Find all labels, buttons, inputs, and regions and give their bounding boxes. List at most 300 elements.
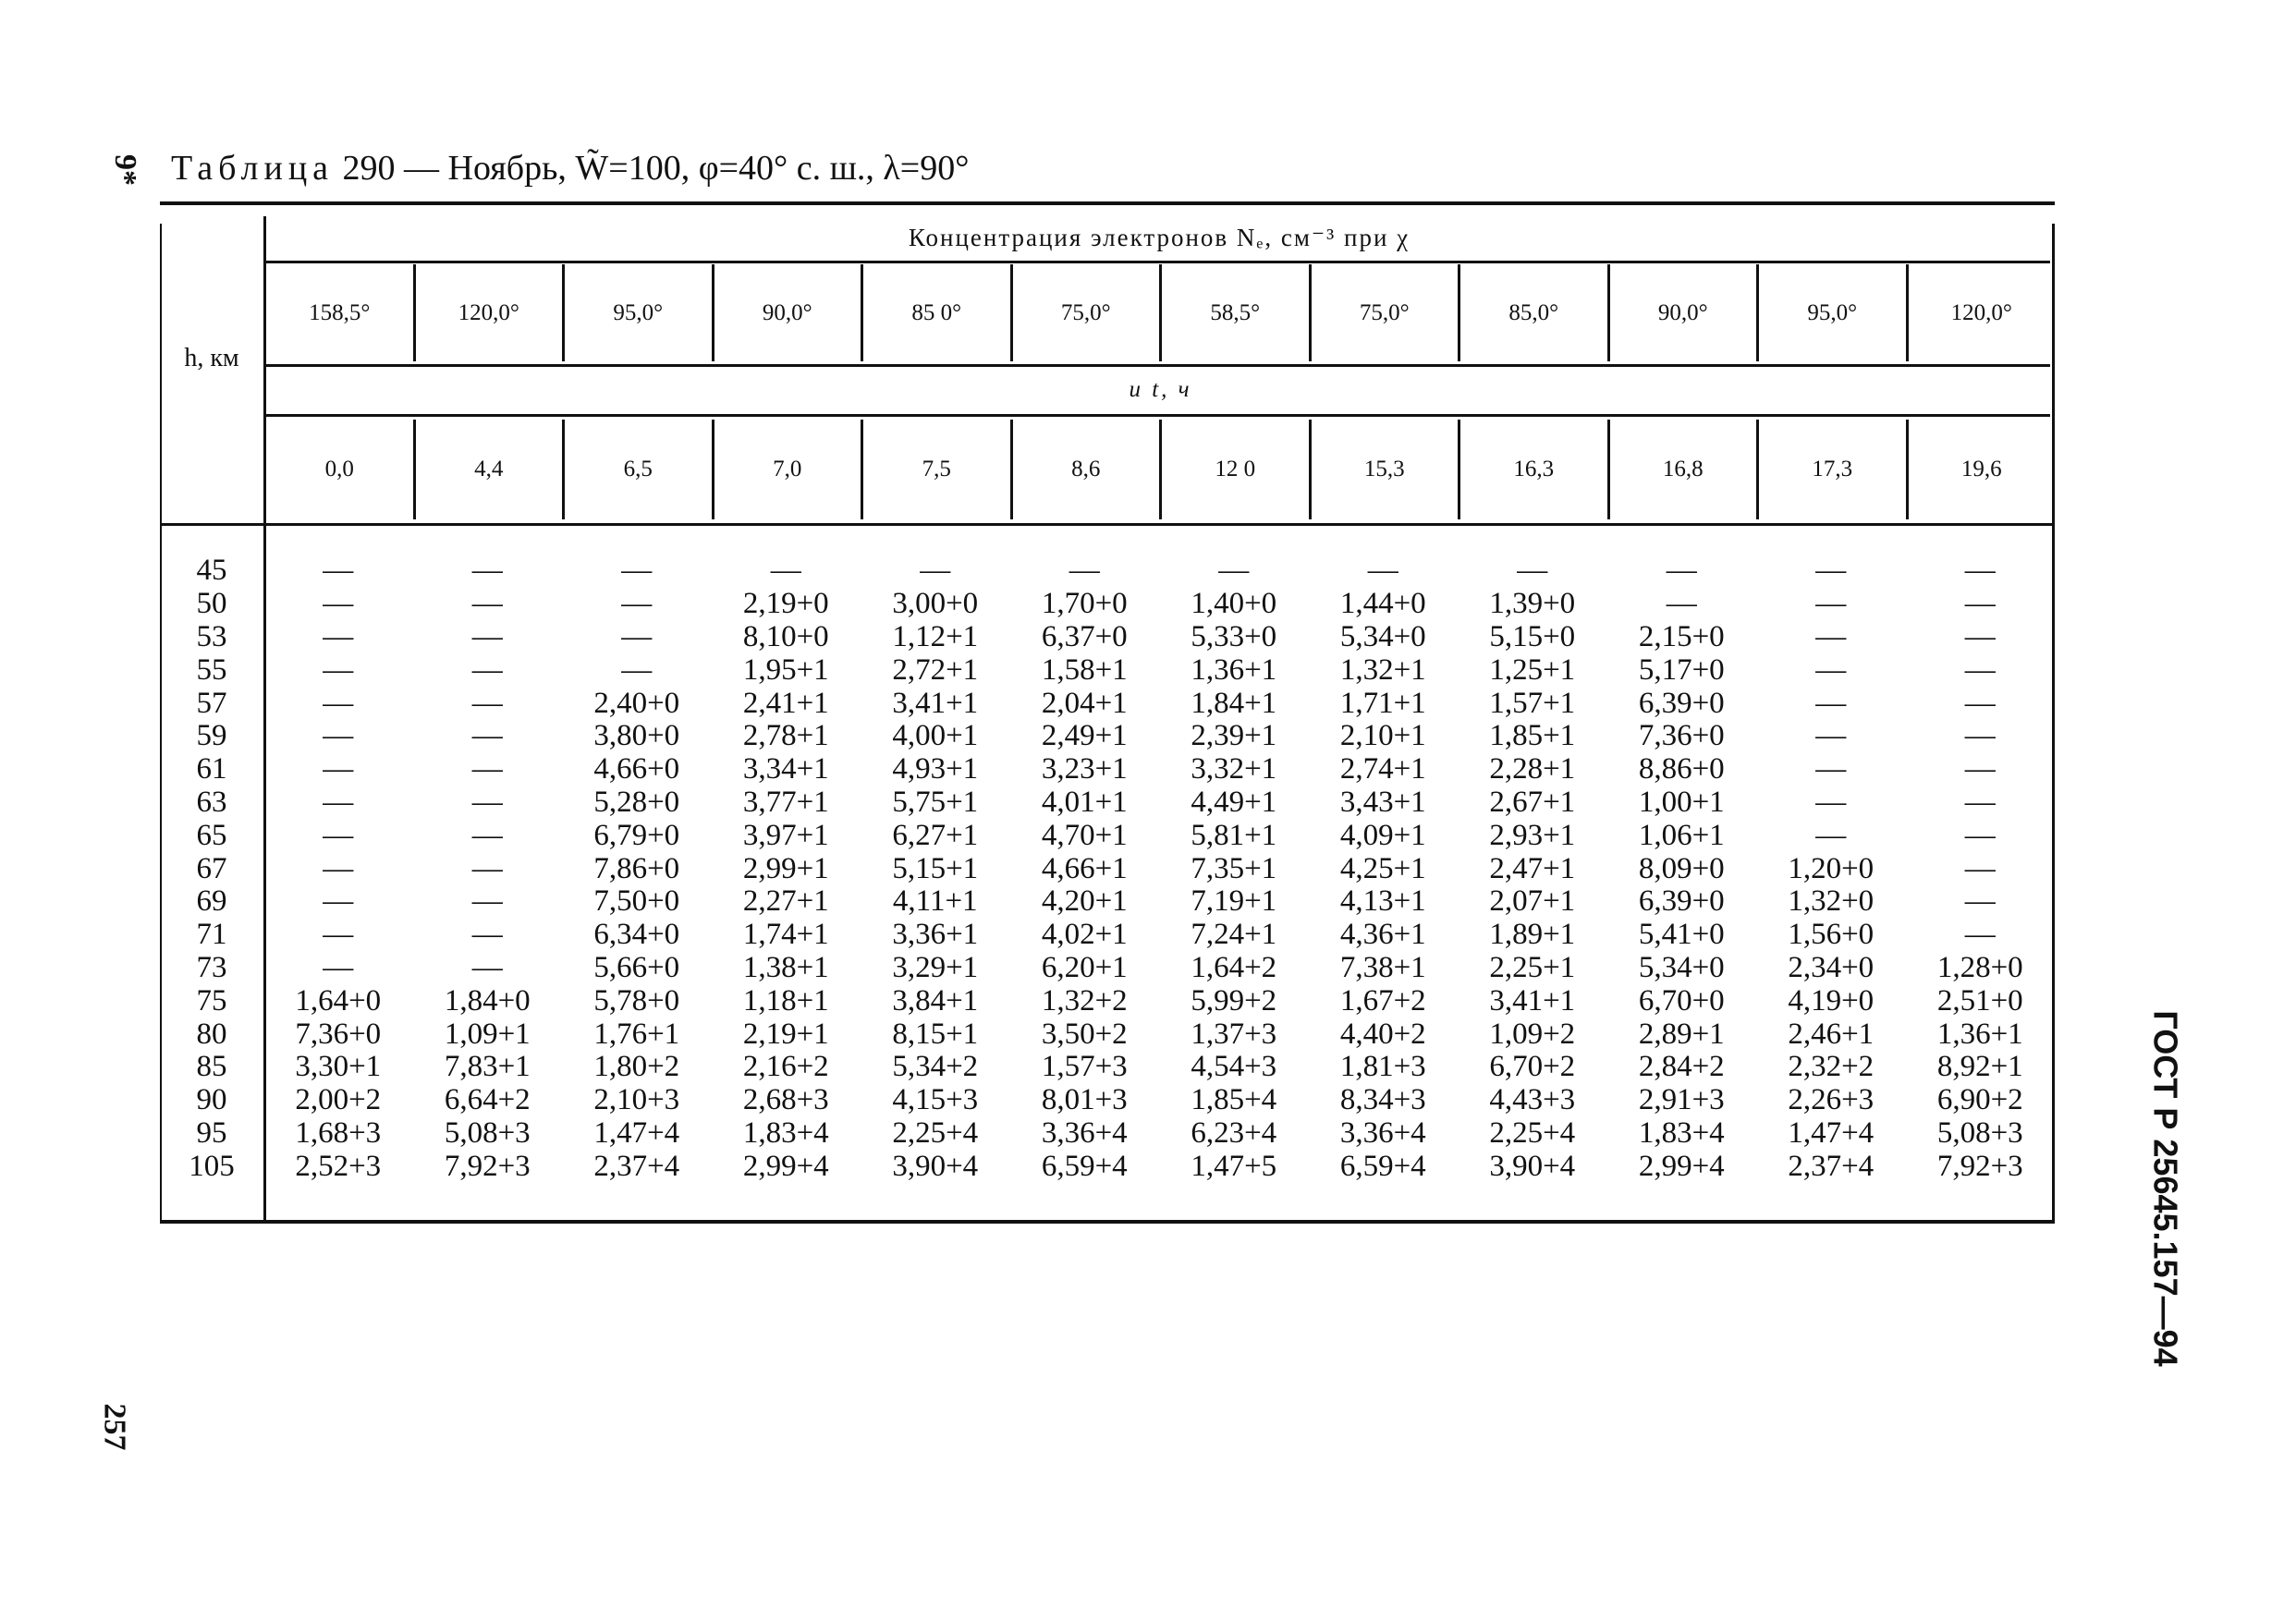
value-cell: 5,08+3 <box>444 1115 531 1150</box>
value-cell: — <box>471 918 503 952</box>
value-cell: 1,80+2 <box>593 1050 680 1084</box>
document-code: ГОСТ Р 25645.157—94 <box>2146 1010 2185 1367</box>
value-cell: 2,00+2 <box>295 1083 382 1117</box>
value-cell: 2,07+1 <box>1489 884 1576 919</box>
value-cell: 1,36+1 <box>1936 1017 2023 1051</box>
value-cell: — <box>1367 554 1398 588</box>
value-cell: 8,34+3 <box>1339 1083 1426 1117</box>
value-cell: 2,25+4 <box>1489 1115 1576 1150</box>
value-cell: 1,36+1 <box>1191 652 1277 687</box>
value-cell: 4,70+1 <box>1041 818 1128 852</box>
value-cell: 2,99+4 <box>742 1149 829 1183</box>
value-cell: 3,23+1 <box>1041 752 1128 786</box>
value-cell: — <box>1218 554 1250 588</box>
value-cell: 6,90+2 <box>1936 1083 2023 1117</box>
value-cell: — <box>621 554 653 588</box>
value-cell: 1,39+0 <box>1489 587 1576 621</box>
time-header-cell: 15,3 <box>1309 420 1459 519</box>
value-cell: — <box>621 587 653 621</box>
value-cell: 2,10+3 <box>593 1083 680 1117</box>
value-cell: 2,27+1 <box>742 884 829 919</box>
value-cell: — <box>1666 587 1697 621</box>
value-cell: 4,93+1 <box>892 752 979 786</box>
value-cell: 2,26+3 <box>1788 1083 1875 1117</box>
value-cell: — <box>1964 554 1996 588</box>
value-cell: 2,93+1 <box>1489 818 1576 852</box>
value-cell: — <box>323 818 354 852</box>
value-cell: 4,09+1 <box>1339 818 1426 852</box>
chi-header-row <box>266 264 2055 361</box>
value-cell: — <box>471 752 503 786</box>
value-cell: 1,09+2 <box>1489 1017 1576 1051</box>
chi-header-cell: 85,0° <box>1458 264 1607 361</box>
value-cell: 4,15+3 <box>892 1083 979 1117</box>
height-cell: 90 <box>196 1083 227 1117</box>
value-cell: — <box>471 686 503 720</box>
value-cell: 4,49+1 <box>1191 785 1277 819</box>
value-cell: 1,09+1 <box>444 1017 531 1051</box>
value-cell: — <box>471 652 503 687</box>
value-cell: — <box>471 851 503 885</box>
value-cell: 3,41+1 <box>892 686 979 720</box>
time-header-cell: 7,0 <box>712 420 861 519</box>
value-cell: 1,67+2 <box>1339 983 1426 1018</box>
value-cell: 5,28+0 <box>593 785 680 819</box>
table-row <box>160 1051 2055 1084</box>
value-cell: 7,36+0 <box>295 1017 382 1051</box>
caption-text: 290 — Ноябрь, W̃=100, φ=40° с. ш., λ=90° <box>342 149 970 188</box>
table-row <box>160 720 2055 753</box>
value-cell: 3,80+0 <box>593 719 680 753</box>
value-cell: 4,02+1 <box>1041 918 1128 952</box>
value-cell: 1,18+1 <box>742 983 829 1018</box>
value-cell: — <box>323 785 354 819</box>
value-cell: 1,85+4 <box>1191 1083 1277 1117</box>
value-cell: 3,30+1 <box>295 1050 382 1084</box>
value-cell: 5,34+2 <box>892 1050 979 1084</box>
value-cell: — <box>323 652 354 687</box>
table-row <box>160 819 2055 852</box>
value-cell: 6,37+0 <box>1041 620 1128 653</box>
value-cell: 2,37+4 <box>593 1149 680 1183</box>
height-cell: 73 <box>196 950 227 984</box>
value-cell: 1,47+4 <box>593 1115 680 1150</box>
value-cell: 7,36+0 <box>1638 719 1725 753</box>
value-cell: 2,68+3 <box>742 1083 829 1117</box>
table-row <box>160 786 2055 820</box>
value-cell: — <box>323 587 354 621</box>
value-cell: 8,15+1 <box>892 1017 979 1051</box>
height-cell: 59 <box>196 719 227 753</box>
value-cell: 1,81+3 <box>1339 1050 1426 1084</box>
height-cell: 105 <box>189 1149 235 1183</box>
value-cell: 6,59+4 <box>1041 1149 1128 1183</box>
value-cell: 2,10+1 <box>1339 719 1426 753</box>
value-cell: 8,92+1 <box>1936 1050 2023 1084</box>
header-bottom-rule <box>160 523 2055 526</box>
value-cell: 1,25+1 <box>1489 652 1576 687</box>
header-concentration: Концентрация электронов Nₑ, см⁻³ при χ <box>908 224 1411 251</box>
table-row <box>160 1117 2055 1151</box>
value-cell: 1,70+0 <box>1041 587 1128 621</box>
value-cell: — <box>1964 818 1996 852</box>
value-cell: 2,16+2 <box>742 1050 829 1084</box>
value-cell: 1,20+0 <box>1788 851 1875 885</box>
value-cell: 3,29+1 <box>892 950 979 984</box>
value-cell: 4,54+3 <box>1191 1050 1277 1084</box>
time-header-cell: 16,3 <box>1458 420 1607 519</box>
time-header-cell: 16,8 <box>1607 420 1757 519</box>
value-cell: 1,58+1 <box>1041 652 1128 687</box>
value-cell: — <box>1964 620 1996 653</box>
table-row <box>160 687 2055 720</box>
value-cell: 2,74+1 <box>1339 752 1426 786</box>
height-cell: 75 <box>196 983 227 1018</box>
height-cell: 65 <box>196 818 227 852</box>
value-cell: — <box>1964 918 1996 952</box>
value-cell: 3,41+1 <box>1489 983 1576 1018</box>
value-cell: — <box>323 719 354 753</box>
value-cell: 2,99+4 <box>1638 1149 1725 1183</box>
chi-header-cell: 90,0° <box>1607 264 1757 361</box>
value-cell: 2,91+3 <box>1638 1083 1725 1117</box>
value-cell: 2,51+0 <box>1936 983 2023 1018</box>
value-cell: 4,11+1 <box>892 884 978 919</box>
value-cell: — <box>920 554 951 588</box>
value-cell: 2,28+1 <box>1489 752 1576 786</box>
chi-header-cell: 120,0° <box>413 264 563 361</box>
value-cell: — <box>471 884 503 919</box>
value-cell: — <box>1964 587 1996 621</box>
height-cell: 85 <box>196 1050 227 1084</box>
value-cell: — <box>471 818 503 852</box>
value-cell: 5,99+2 <box>1191 983 1277 1018</box>
value-cell: — <box>1815 818 1847 852</box>
value-cell: 1,95+1 <box>742 652 829 687</box>
value-cell: 5,66+0 <box>593 950 680 984</box>
value-cell: 3,36+1 <box>892 918 979 952</box>
value-cell: 3,77+1 <box>742 785 829 819</box>
chi-header-cell: 95,0° <box>1756 264 1906 361</box>
value-cell: 1,57+3 <box>1041 1050 1128 1084</box>
value-cell: 1,71+1 <box>1339 686 1426 720</box>
value-cell: 2,67+1 <box>1489 785 1576 819</box>
value-cell: 3,90+4 <box>892 1149 979 1183</box>
time-header-cell: 8,6 <box>1010 420 1160 519</box>
value-cell: 4,36+1 <box>1339 918 1426 952</box>
value-cell: 5,15+1 <box>892 851 979 885</box>
caption-lead: Таблица <box>171 149 335 188</box>
value-cell: 7,86+0 <box>593 851 680 885</box>
value-cell: — <box>1964 884 1996 919</box>
value-cell: 1,44+0 <box>1339 587 1426 621</box>
value-cell: 7,83+1 <box>444 1050 531 1084</box>
value-cell: — <box>471 587 503 621</box>
table-row <box>160 1018 2055 1051</box>
value-cell: 6,59+4 <box>1339 1149 1426 1183</box>
value-cell: 1,85+1 <box>1489 719 1576 753</box>
value-cell: 7,24+1 <box>1191 918 1277 952</box>
value-cell: 2,32+2 <box>1788 1050 1875 1084</box>
value-cell: 3,84+1 <box>892 983 979 1018</box>
table-row <box>160 885 2055 919</box>
height-cell: 45 <box>196 554 227 588</box>
header-height: h, км <box>184 344 239 372</box>
value-cell: — <box>323 851 354 885</box>
value-cell: 2,41+1 <box>742 686 829 720</box>
value-cell: — <box>323 950 354 984</box>
value-cell: 3,34+1 <box>742 752 829 786</box>
height-cell: 69 <box>196 884 227 919</box>
table-row <box>160 1150 2055 1183</box>
height-cell: 61 <box>196 752 227 786</box>
value-cell: 8,01+3 <box>1041 1083 1128 1117</box>
value-cell: 1,64+0 <box>295 983 382 1018</box>
header-rule <box>266 364 2050 367</box>
value-cell: 5,81+1 <box>1191 818 1277 852</box>
value-cell: — <box>323 884 354 919</box>
value-cell: — <box>1815 686 1847 720</box>
value-cell: 6,70+2 <box>1489 1050 1576 1084</box>
value-cell: 2,72+1 <box>892 652 979 687</box>
value-cell: 1,28+0 <box>1936 950 2023 984</box>
value-cell: 2,15+0 <box>1638 620 1725 653</box>
value-cell: 1,38+1 <box>742 950 829 984</box>
value-cell: — <box>1069 554 1100 588</box>
value-cell: 6,39+0 <box>1638 686 1725 720</box>
value-cell: 4,66+1 <box>1041 851 1128 885</box>
value-cell: 1,32+2 <box>1041 983 1128 1018</box>
height-cell: 57 <box>196 686 227 720</box>
value-cell: 3,50+2 <box>1041 1017 1128 1051</box>
value-cell: — <box>1815 752 1847 786</box>
value-cell: 3,97+1 <box>742 818 829 852</box>
table-row <box>160 555 2055 588</box>
value-cell: 3,90+4 <box>1489 1149 1576 1183</box>
value-cell: 2,99+1 <box>742 851 829 885</box>
value-cell: — <box>1517 554 1548 588</box>
value-cell: 5,34+0 <box>1339 620 1426 653</box>
value-cell: — <box>1815 620 1847 653</box>
chi-header-cell: 58,5° <box>1159 264 1309 361</box>
value-cell: 1,83+4 <box>1638 1115 1725 1150</box>
value-cell: 1,68+3 <box>295 1115 382 1150</box>
value-cell: 5,08+3 <box>1936 1115 2023 1150</box>
value-cell: 2,89+1 <box>1638 1017 1725 1051</box>
value-cell: 7,92+3 <box>1936 1149 2023 1183</box>
value-cell: 1,47+4 <box>1788 1115 1875 1150</box>
value-cell: 1,47+5 <box>1191 1149 1277 1183</box>
value-cell: — <box>323 752 354 786</box>
value-cell: — <box>1815 554 1847 588</box>
value-cell: 1,56+0 <box>1788 918 1875 952</box>
value-cell: 7,38+1 <box>1339 950 1426 984</box>
table-row <box>160 653 2055 687</box>
time-header-cell: 4,4 <box>413 420 563 519</box>
value-cell: — <box>621 652 653 687</box>
value-cell: 8,09+0 <box>1638 851 1725 885</box>
value-cell: — <box>1815 719 1847 753</box>
time-header-cell: 0,0 <box>324 457 354 481</box>
value-cell: — <box>1815 785 1847 819</box>
chi-header-cell: 158,5° <box>309 299 371 325</box>
header-time: и t, ч <box>1129 377 1192 402</box>
value-cell: 2,52+3 <box>295 1149 382 1183</box>
value-cell: 8,86+0 <box>1638 752 1725 786</box>
height-cell: 50 <box>196 587 227 621</box>
value-cell: — <box>1964 652 1996 687</box>
table-row <box>160 952 2055 985</box>
value-cell: 7,50+0 <box>593 884 680 919</box>
value-cell: — <box>1815 587 1847 621</box>
value-cell: — <box>1666 554 1697 588</box>
value-cell: 6,79+0 <box>593 818 680 852</box>
value-cell: — <box>1964 851 1996 885</box>
value-cell: 1,76+1 <box>593 1017 680 1051</box>
value-cell: 2,04+1 <box>1041 686 1128 720</box>
value-cell: 3,00+0 <box>892 587 979 621</box>
header-rule <box>266 414 2050 417</box>
value-cell: — <box>1964 785 1996 819</box>
height-cell: 71 <box>196 918 227 952</box>
header-rule <box>266 261 2050 263</box>
value-cell: 4,25+1 <box>1339 851 1426 885</box>
value-cell: 7,35+1 <box>1191 851 1277 885</box>
value-cell: 1,32+0 <box>1788 884 1875 919</box>
value-cell: 2,46+1 <box>1788 1017 1875 1051</box>
value-cell: 2,84+2 <box>1638 1050 1725 1084</box>
value-cell: 2,47+1 <box>1489 851 1576 885</box>
value-cell: 5,78+0 <box>593 983 680 1018</box>
value-cell: 3,36+4 <box>1041 1115 1128 1150</box>
value-cell: 2,34+0 <box>1788 950 1875 984</box>
value-cell: 6,70+0 <box>1638 983 1725 1018</box>
value-cell: 1,57+1 <box>1489 686 1576 720</box>
value-cell: 6,34+0 <box>593 918 680 952</box>
value-cell: — <box>323 620 354 653</box>
value-cell: 6,23+4 <box>1191 1115 1277 1150</box>
value-cell: 6,27+1 <box>892 818 979 852</box>
value-cell: — <box>770 554 801 588</box>
value-cell: 8,10+0 <box>742 620 829 653</box>
value-cell: — <box>1964 686 1996 720</box>
height-cell: 95 <box>196 1115 227 1150</box>
chi-header-cell: 85 0° <box>861 264 1010 361</box>
value-cell: 1,37+3 <box>1191 1017 1277 1051</box>
value-cell: — <box>621 620 653 653</box>
value-cell: 4,00+1 <box>892 719 979 753</box>
value-cell: 4,19+0 <box>1788 983 1875 1018</box>
value-cell: 2,25+4 <box>892 1115 979 1150</box>
value-cell: 1,00+1 <box>1638 785 1725 819</box>
value-cell: 2,78+1 <box>742 719 829 753</box>
height-cell: 67 <box>196 851 227 885</box>
value-cell: — <box>323 918 354 952</box>
value-cell: 1,06+1 <box>1638 818 1725 852</box>
chi-header-cell: 90,0° <box>712 264 861 361</box>
time-header-row <box>266 420 2055 519</box>
time-header-cell: 6,5 <box>562 420 712 519</box>
value-cell: 4,01+1 <box>1041 785 1128 819</box>
table-row <box>160 588 2055 621</box>
value-cell: 1,84+0 <box>444 983 531 1018</box>
value-cell: 2,19+0 <box>742 587 829 621</box>
value-cell: — <box>1815 652 1847 687</box>
value-cell: 5,75+1 <box>892 785 979 819</box>
chi-header-cell: 95,0° <box>562 264 712 361</box>
height-cell: 53 <box>196 620 227 653</box>
table-body <box>160 555 2055 1183</box>
value-cell: — <box>1964 752 1996 786</box>
value-cell: 1,12+1 <box>892 620 979 653</box>
value-cell: 2,39+1 <box>1191 719 1277 753</box>
height-cell: 80 <box>196 1017 227 1051</box>
table-row <box>160 1084 2055 1117</box>
value-cell: 3,32+1 <box>1191 752 1277 786</box>
chi-header-cell: 75,0° <box>1309 264 1459 361</box>
value-cell: 1,64+2 <box>1191 950 1277 984</box>
table-row <box>160 852 2055 885</box>
page-number: 257 <box>97 1403 132 1451</box>
value-cell: — <box>1964 719 1996 753</box>
value-cell: 5,17+0 <box>1638 652 1725 687</box>
time-header-cell: 12 0 <box>1159 420 1309 519</box>
data-table <box>160 201 2055 1224</box>
value-cell: — <box>471 554 503 588</box>
value-cell: 6,64+2 <box>444 1083 531 1117</box>
value-cell: 2,37+4 <box>1788 1149 1875 1183</box>
height-cell: 63 <box>196 785 227 819</box>
table-row <box>160 753 2055 786</box>
value-cell: — <box>323 686 354 720</box>
value-cell: 4,13+1 <box>1339 884 1426 919</box>
chi-header-cell: 75,0° <box>1010 264 1160 361</box>
value-cell: 3,36+4 <box>1339 1115 1426 1150</box>
value-cell: 5,15+0 <box>1489 620 1576 653</box>
value-cell: 7,19+1 <box>1191 884 1277 919</box>
value-cell: 4,40+2 <box>1339 1017 1426 1051</box>
table-caption <box>171 148 969 189</box>
chi-header-cell: 120,0° <box>1906 264 2056 361</box>
table-row <box>160 919 2055 952</box>
value-cell: 4,43+3 <box>1489 1083 1576 1117</box>
value-cell: 4,66+0 <box>593 752 680 786</box>
value-cell: 1,89+1 <box>1489 918 1576 952</box>
value-cell: 3,43+1 <box>1339 785 1426 819</box>
value-cell: 1,40+0 <box>1191 587 1277 621</box>
corner-mark: 9* <box>108 154 142 186</box>
value-cell: — <box>471 950 503 984</box>
time-header-cell: 19,6 <box>1906 420 2056 519</box>
height-cell: 55 <box>196 652 227 687</box>
value-cell: 5,34+0 <box>1638 950 1725 984</box>
value-cell: 5,41+0 <box>1638 918 1725 952</box>
value-cell: 2,19+1 <box>742 1017 829 1051</box>
value-cell: 1,32+1 <box>1339 652 1426 687</box>
value-cell: 2,25+1 <box>1489 950 1576 984</box>
time-header-cell: 7,5 <box>861 420 1010 519</box>
value-cell: 4,20+1 <box>1041 884 1128 919</box>
table-row <box>160 621 2055 654</box>
value-cell: — <box>471 620 503 653</box>
value-cell: — <box>471 785 503 819</box>
time-header-cell: 17,3 <box>1756 420 1906 519</box>
value-cell: — <box>323 554 354 588</box>
value-cell: 1,74+1 <box>742 918 829 952</box>
value-cell: 7,92+3 <box>444 1149 531 1183</box>
value-cell: — <box>471 719 503 753</box>
value-cell: 1,83+4 <box>742 1115 829 1150</box>
